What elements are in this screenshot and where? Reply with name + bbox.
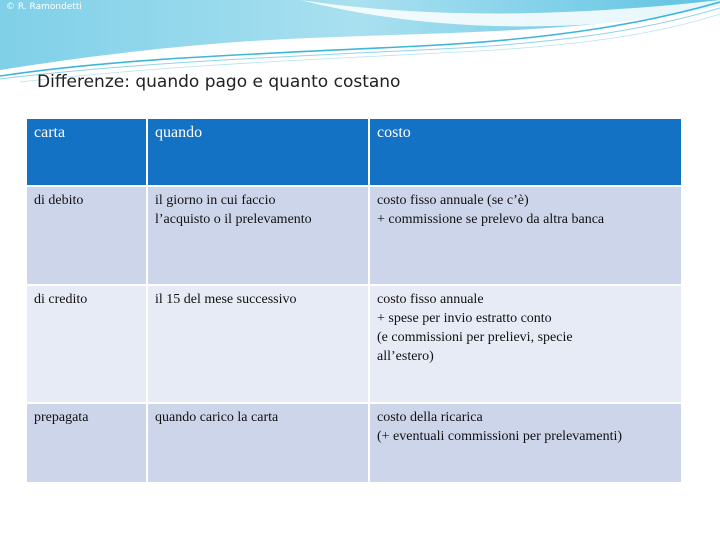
cell-line: all’estero) [377, 349, 434, 364]
header-quando: quando [147, 118, 369, 186]
copyright-notice: © R. Ramondetti [6, 2, 82, 12]
cell-line: l’acquisto o il prelevamento [155, 212, 312, 227]
cell-quando [147, 186, 369, 285]
table-header-row [26, 118, 682, 186]
cell-costo [369, 403, 682, 483]
cell-costo [369, 285, 682, 403]
cell-line: costo fisso annuale (se c’è) [377, 193, 529, 208]
cell-costo [369, 186, 682, 285]
cell-carta: di credito [26, 285, 147, 403]
header-carta: carta [26, 118, 147, 186]
cell-line: + spese per invio estratto conto [377, 311, 552, 326]
cell-line: (e commissioni per prelievi, specie [377, 330, 573, 345]
cell-line: + commissione se prelevo da altra banca [377, 212, 605, 227]
table-row-credito [26, 285, 682, 403]
cell-line: costo fisso annuale [377, 292, 484, 307]
cell-line: (+ eventuali commissioni per prelevamenti) [377, 429, 623, 444]
cell-line: quando carico la carta [155, 410, 279, 425]
cell-carta: prepagata [26, 403, 147, 483]
comparison-table [25, 117, 683, 484]
header-costo: costo [369, 118, 682, 186]
cell-line: il 15 del mese successivo [155, 292, 297, 307]
table-row-prepagata [26, 403, 682, 483]
cell-quando [147, 403, 369, 483]
cell-line: il giorno in cui faccio [155, 193, 276, 208]
table-row-debito [26, 186, 682, 285]
cell-carta: di debito [26, 186, 147, 285]
slide-title: Differenze: quando pago e quanto costano [37, 72, 401, 92]
cell-quando [147, 285, 369, 403]
cell-line: costo della ricarica [377, 410, 483, 425]
